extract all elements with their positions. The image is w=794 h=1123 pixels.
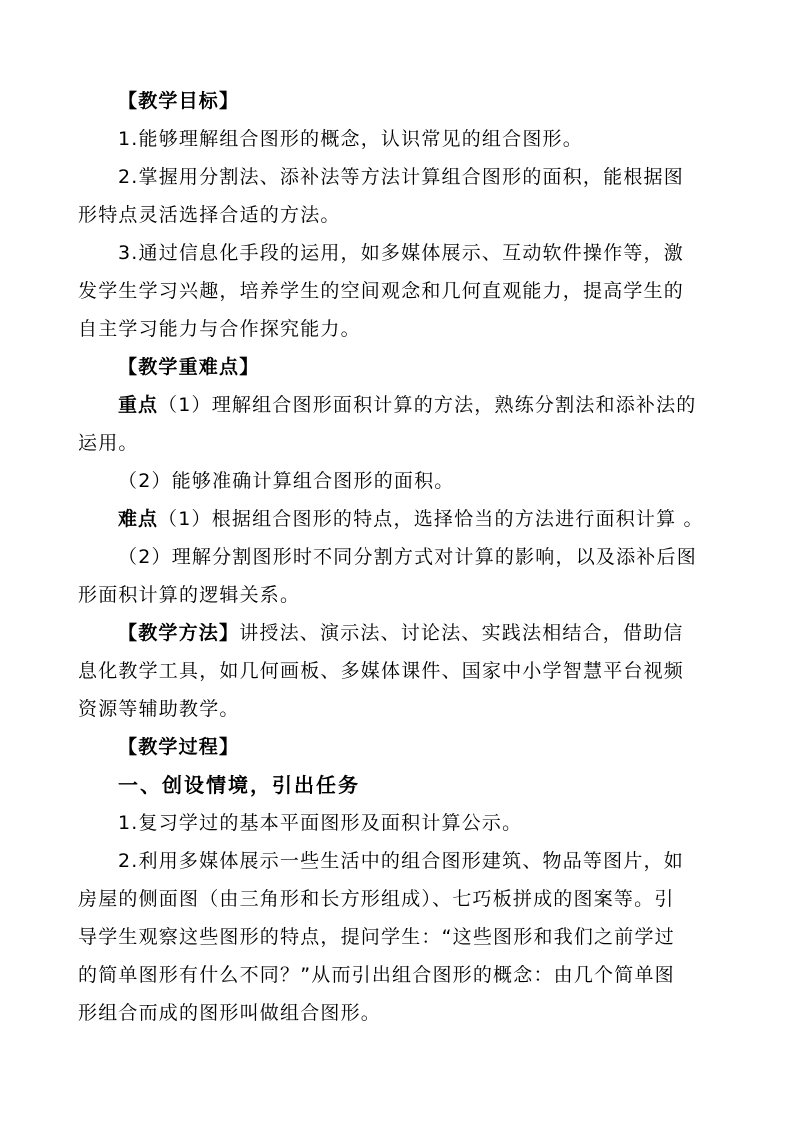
process-heading: 【教学过程】 bbox=[118, 736, 240, 758]
difficult-point-1 bbox=[118, 500, 710, 538]
difficult-point-label: 难点 bbox=[118, 508, 159, 530]
objectives-heading: 【教学目标】 bbox=[118, 90, 240, 112]
methods-text: 讲授法、演示法、讨论法、实践法相结合，借助信 bbox=[239, 622, 684, 644]
objective-item-2-line-2: 形特点灵活选择合适的方法。 bbox=[78, 204, 341, 226]
process-item-2-line-3: 导学生观察这些图形的特点，提问学生：“这些图形和我们之前学过 bbox=[78, 926, 675, 948]
key-point-1-continuation: 运用。 bbox=[78, 432, 139, 454]
methods-line-3: 资源等辅助教学。 bbox=[78, 698, 240, 720]
process-item-2-line-5: 形组合而成的图形叫做组合图形。 bbox=[78, 1002, 382, 1024]
key-point-1-text: （1）理解组合图形面积计算的方法，熟练分割法和添补法的 bbox=[158, 394, 697, 416]
process-section-1-title: 一、创设情境，引出任务 bbox=[118, 773, 360, 797]
objective-item-1: 1.能够理解组合图形的概念，认识常见的组合图形。 bbox=[118, 128, 583, 150]
objective-item-3-line-1: 3.通过信息化手段的运用，如多媒体展示、互动软件操作等，激 bbox=[118, 242, 684, 264]
difficult-point-2-line-2: 形面积计算的逻辑关系。 bbox=[78, 584, 301, 606]
process-item-1: 1.复习学过的基本平面图形及面积计算公示。 bbox=[118, 812, 523, 834]
difficult-point-2-line-1: （2）理解分割图形时不同分割方式对计算的影响，以及添补后图 bbox=[118, 546, 697, 568]
methods-line-1 bbox=[118, 614, 710, 652]
process-item-2-line-1: 2.利用多媒体展示一些生活中的组合图形建筑、物品等图片，如 bbox=[118, 850, 684, 872]
methods-heading: 【教学方法】 bbox=[118, 622, 240, 644]
difficult-point-1-text: （1）根据组合图形的特点，选择恰当的方法进行面积计算 。 bbox=[158, 508, 704, 530]
methods-line-2: 息化教学工具，如几何画板、多媒体课件、国家中小学智慧平台视频 bbox=[78, 660, 685, 682]
keypoints-heading: 【教学重难点】 bbox=[118, 356, 260, 378]
document-body bbox=[78, 82, 710, 1032]
process-item-2-line-2: 房屋的侧面图（由三角形和长方形组成）、七巧板拼成的图案等。引 bbox=[78, 888, 675, 910]
key-point-label: 重点 bbox=[118, 394, 159, 416]
objective-item-3-line-2: 发学生学习兴趣，培养学生的空间观念和几何直观能力，提高学生的 bbox=[78, 280, 685, 302]
key-point-2: （2）能够准确计算组合图形的面积。 bbox=[118, 470, 455, 492]
objective-item-2-line-1: 2.掌握用分割法、添补法等方法计算组合图形的面积，能根据图 bbox=[118, 166, 684, 188]
objective-item-3-line-3: 自主学习能力与合作探究能力。 bbox=[78, 318, 361, 340]
process-item-2-line-4: 的简单图形有什么不同？”从而引出组合图形的概念：由几个简单图 bbox=[78, 964, 675, 986]
key-point-1 bbox=[118, 386, 710, 424]
